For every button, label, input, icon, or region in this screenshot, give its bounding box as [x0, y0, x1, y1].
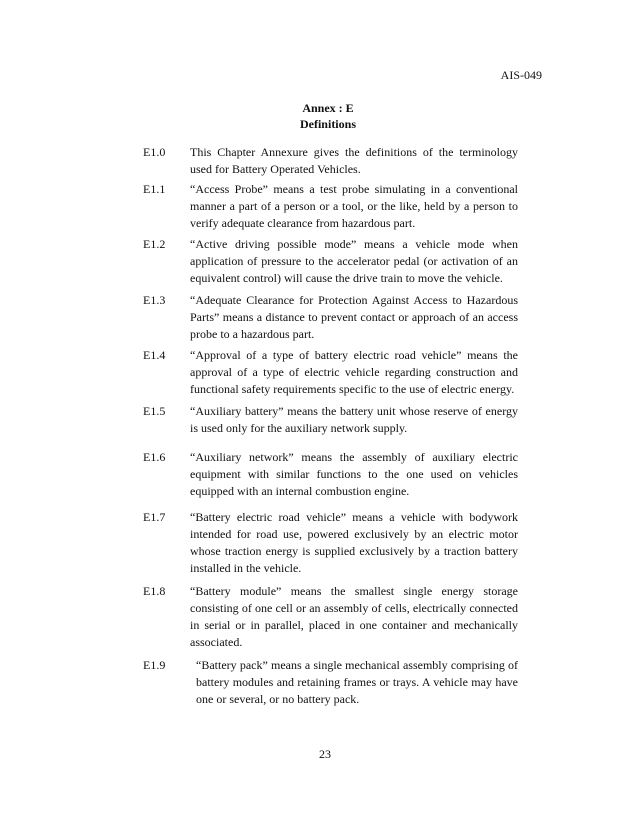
document-code: AIS-049	[500, 68, 542, 82]
definition-text: “Battery pack” means a single mechanical assembly comprising of battery modules and retaining frames or trays. A vehicle may have one or several, or no battery pack.	[196, 658, 518, 706]
definition-entry	[143, 144, 518, 178]
definition-text: “Approval of a type of battery electric road vehicle” means the approval of a type of electric vehicle regarding construction and functional safety requirements specific to the use of electric energy.	[190, 348, 518, 396]
definition-entry	[143, 181, 518, 232]
definition-text: “Adequate Clearance for Protection Against Access to Hazardous Parts” means a distance to prevent contact or approach of an access probe to a hazardous part.	[190, 293, 518, 341]
definition-number: E1.8	[143, 584, 166, 598]
definition-entry	[143, 449, 518, 500]
definition-number: E1.1	[143, 182, 166, 196]
definition-number: E1.3	[143, 293, 166, 307]
definition-number: E1.7	[143, 510, 166, 524]
definition-number: E1.4	[143, 348, 166, 362]
definition-number: E1.2	[143, 237, 166, 251]
definition-number: E1.0	[143, 145, 166, 159]
definition-text: “Auxiliary battery” means the battery unit whose reserve of energy is used only for the auxiliary network supply.	[190, 404, 518, 435]
definition-entry	[143, 347, 518, 398]
definition-text: “Battery electric road vehicle” means a vehicle with bodywork intended for road use, powered exclusively by an electric motor whose traction energy is supplied exclusively by a traction battery installed in the vehicle.	[190, 510, 518, 575]
definition-entry	[143, 292, 518, 343]
page-heading	[0, 100, 638, 132]
definition-text: “Battery module” means the smallest single energy storage consisting of one cell or an assembly of cells, electrically connected in serial or in parallel, placed in one container and mechanically associated.	[190, 584, 518, 649]
definition-entry	[143, 403, 518, 437]
annex-title: Annex : E	[302, 101, 354, 115]
section-title: Definitions	[299, 117, 356, 131]
page-number: 23	[319, 747, 331, 761]
definition-text: This Chapter Annexure gives the definitions of the terminology used for Battery Operated Vehicles.	[190, 145, 518, 176]
definition-number: E1.9	[143, 658, 166, 672]
definition-entry	[143, 583, 518, 651]
definition-text: “Access Probe” means a test probe simulating in a conventional manner a part of a person or a tool, or the like, held by a person to verify adequate clearance from hazardous part.	[190, 182, 518, 230]
definition-entry	[143, 657, 518, 708]
definition-number: E1.6	[143, 450, 166, 464]
definition-entry	[143, 236, 518, 287]
definition-entry	[143, 509, 518, 577]
definition-text: “Auxiliary network” means the assembly of auxiliary electric equipment with similar functions to the one used on vehicles equipped with an internal combustion engine.	[190, 450, 518, 498]
definition-number: E1.5	[143, 404, 166, 418]
definition-text: “Active driving possible mode” means a vehicle mode when application of pressure to the accelerator pedal (or activation of an equivalent control) will cause the drive train to move the vehicle.	[190, 237, 518, 285]
